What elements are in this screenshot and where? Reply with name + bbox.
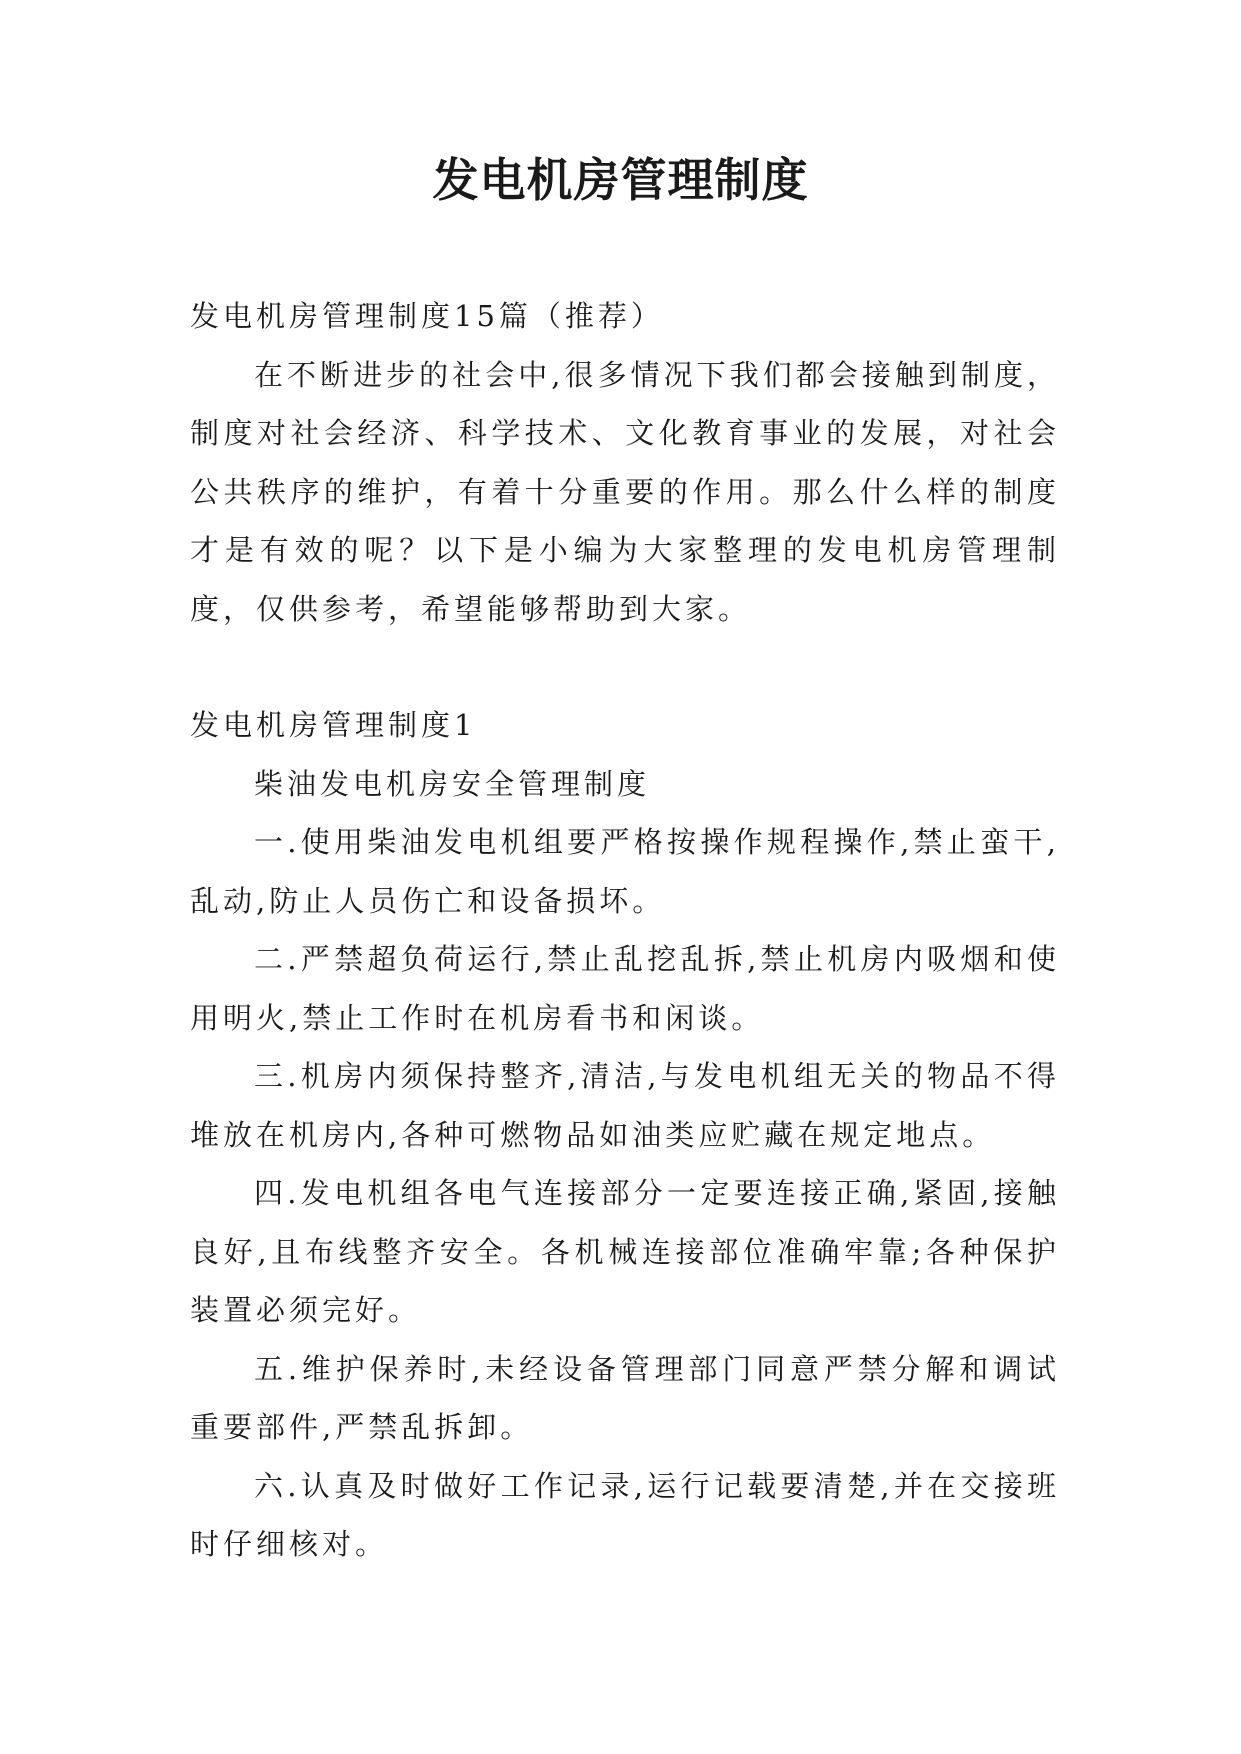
section-heading: 发电机房管理制度1 xyxy=(190,708,477,742)
section-subheading: 柴油发电机房安全管理制度 xyxy=(254,766,651,801)
intro-paragraph: 在不断进步的社会中,很多情况下我们都会接触到制度，制度对社会经济、科学技术、文化教育事业的发展，对社会公共秩序的维护，有着十分重要的作用。那么什么样的制度才是有效的呢？以下是小编为大家整理的发电机房管理制度，仅供参考，希望能够帮助到大家。 xyxy=(190,357,1060,626)
rule-item-4: 四.发电机组各电气连接部分一定要连接正确,紧固,接触良好,且布线整齐安全。各机械连接部位准确牢靠;各种保护装置必须完好。 xyxy=(190,1176,1060,1327)
paragraph-gap xyxy=(190,638,1060,696)
rule-item-6: 六.认真及时做好工作记录,运行记载要清楚,并在交接班时仔细核对。 xyxy=(190,1468,1060,1561)
rule-item-5: 五.维护保养时,未经设备管理部门同意严禁分解和调试重要部件,严禁乱拆卸。 xyxy=(190,1351,1060,1444)
rule-item-2: 二.严禁超负荷运行,禁止乱挖乱拆,禁止机房内吸烟和使用明火,禁止工作时在机房看书和闲谈。 xyxy=(190,942,1060,1035)
rule-item-3: 三.机房内须保持整齐,清洁,与发电机组无关的物品不得堆放在机房内,各种可燃物品如油类应贮藏在规定地点。 xyxy=(190,1059,1060,1152)
document-subtitle: 发电机房管理制度15篇（推荐） xyxy=(190,299,664,333)
document-body xyxy=(190,287,1060,1574)
rule-item-1: 一.使用柴油发电机组要严格按操作规程操作,禁止蛮干,乱动,防止人员伤亡和设备损坏。 xyxy=(190,825,1060,918)
document-title: 发电机房管理制度 xyxy=(432,153,809,207)
